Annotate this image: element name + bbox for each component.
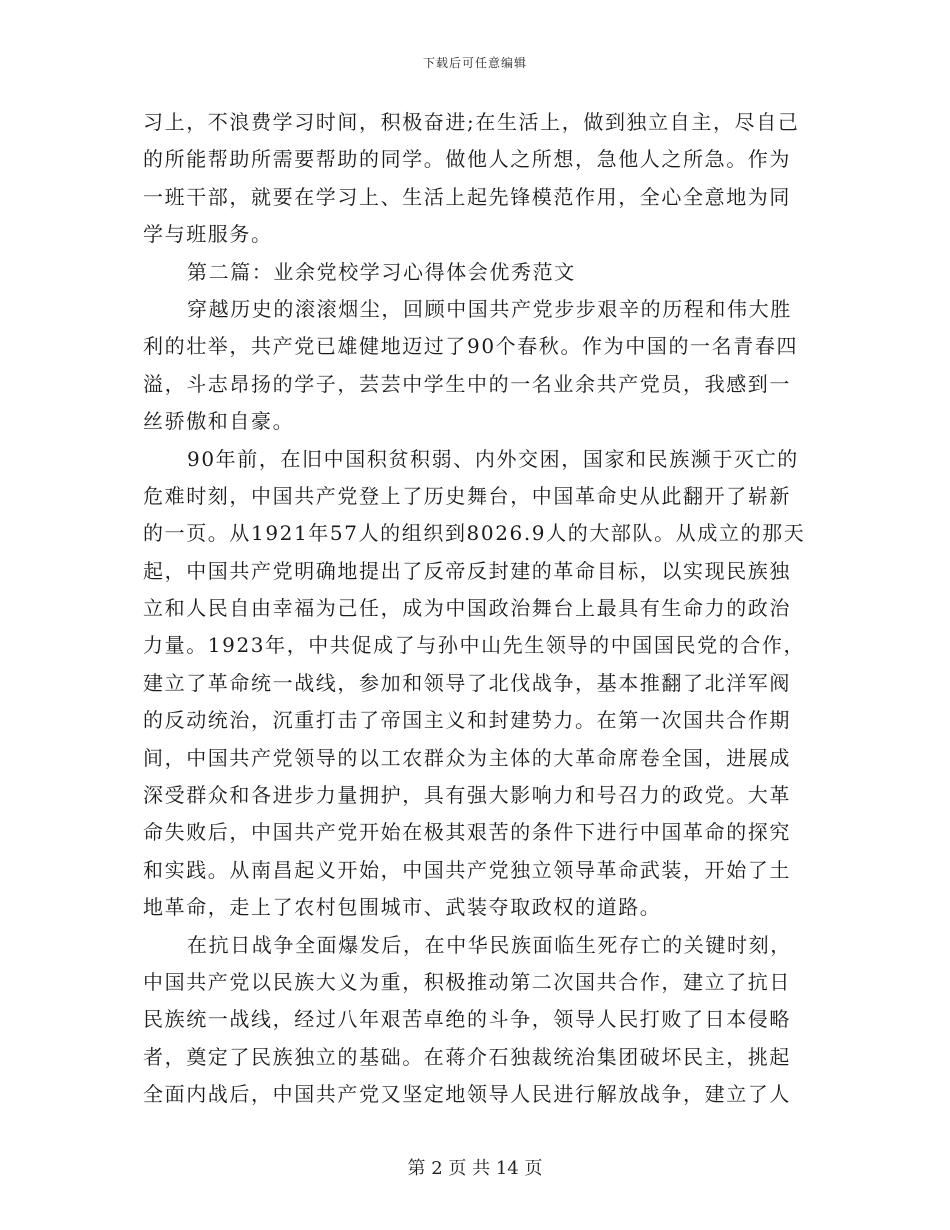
- page-header: 下载后可任意编辑: [422, 56, 527, 70]
- section-heading: 第二篇：业余党校学习心得体会优秀范文: [187, 259, 576, 284]
- text-line: 者，奠定了民族独立的基础。在蒋介石独裁统治集团破坏民主，挑起: [143, 1044, 791, 1069]
- page-number-footer: 第 2 页 共 14 页: [407, 1158, 543, 1179]
- text-line: 地革命，走上了农村包围城市、武装夺取政权的道路。: [143, 895, 662, 920]
- text-line: 危难时刻，中国共产党登上了历史舞台，中国革命史从此翻开了崭新: [143, 483, 791, 508]
- text-line: 力量。1923年，中共促成了与孙中山先生领导的中国国民党的合作，: [143, 633, 806, 658]
- text-line: 民族统一战线，经过八年艰苦卓绝的斗争，领导人民打败了日本侵略: [143, 1007, 791, 1032]
- text-line: 的所能帮助所需要帮助的同学。做他人之所想，急他人之所急。作为: [143, 147, 791, 172]
- text-line: 全面内战后，中国共产党又坚定地领导人民进行解放战争，建立了人: [143, 1082, 791, 1107]
- text-line: 立和人民自由幸福为己任，成为中国政治舞台上最具有生命力的政治: [143, 596, 791, 621]
- text-line: 命失败后，中国共产党开始在极其艰苦的条件下进行中国革命的探究: [143, 820, 791, 845]
- text-line: 一班干部，就要在学习上、生活上起先锋模范作用，全心全意地为同: [143, 184, 791, 209]
- text-line: 的一页。从1921年57人的组织到8026.9人的大部队。从成立的那天: [143, 521, 806, 546]
- text-line: 溢，斗志昂扬的学子，芸芸中学生中的一名业余共产党员，我感到一: [143, 371, 791, 396]
- text-line: 在抗日战争全面爆发后，在中华民族面临生死存亡的关键时刻，: [187, 932, 792, 957]
- text-line: 丝骄傲和自豪。: [143, 409, 295, 434]
- text-line: 穿越历史的滚滚烟尘，回顾中国共产党步步艰辛的历程和伟大胜: [187, 296, 792, 321]
- text-line: 起，中国共产党明确地提出了反帝反封建的革命目标，以实现民族独: [143, 558, 791, 583]
- text-line: 中国共产党以民族大义为重，积极推动第二次国共合作，建立了抗日: [143, 969, 791, 994]
- text-line: 的反动统治，沉重打击了帝国主义和封建势力。在第一次国共合作期: [143, 708, 791, 733]
- text-line: 习上，不浪费学习时间，积极奋进;在生活上，做到独立自主，尽自己: [143, 110, 800, 134]
- text-line: 学与班服务。: [143, 222, 273, 247]
- text-line: 和实践。从南昌起义开始，中国共产党独立领导革命武装，开始了土: [143, 857, 791, 882]
- document-body: [143, 104, 806, 1114]
- text-line: 建立了革命统一战线，参加和领导了北伐战争，基本推翻了北洋军阀: [143, 670, 791, 695]
- text-line: 深受群众和各进步力量拥护，具有强大影响力和号召力的政党。大革: [143, 783, 791, 808]
- text-line: 90年前，在旧中国积贫积弱、内外交困，国家和民族濒于灭亡的: [187, 446, 799, 471]
- text-line: 利的壮举，共产党已雄健地迈过了90个春秋。作为中国的一名青春四: [143, 334, 799, 359]
- text-line: 间，中国共产党领导的以工农群众为主体的大革命席卷全国，进展成: [143, 745, 791, 770]
